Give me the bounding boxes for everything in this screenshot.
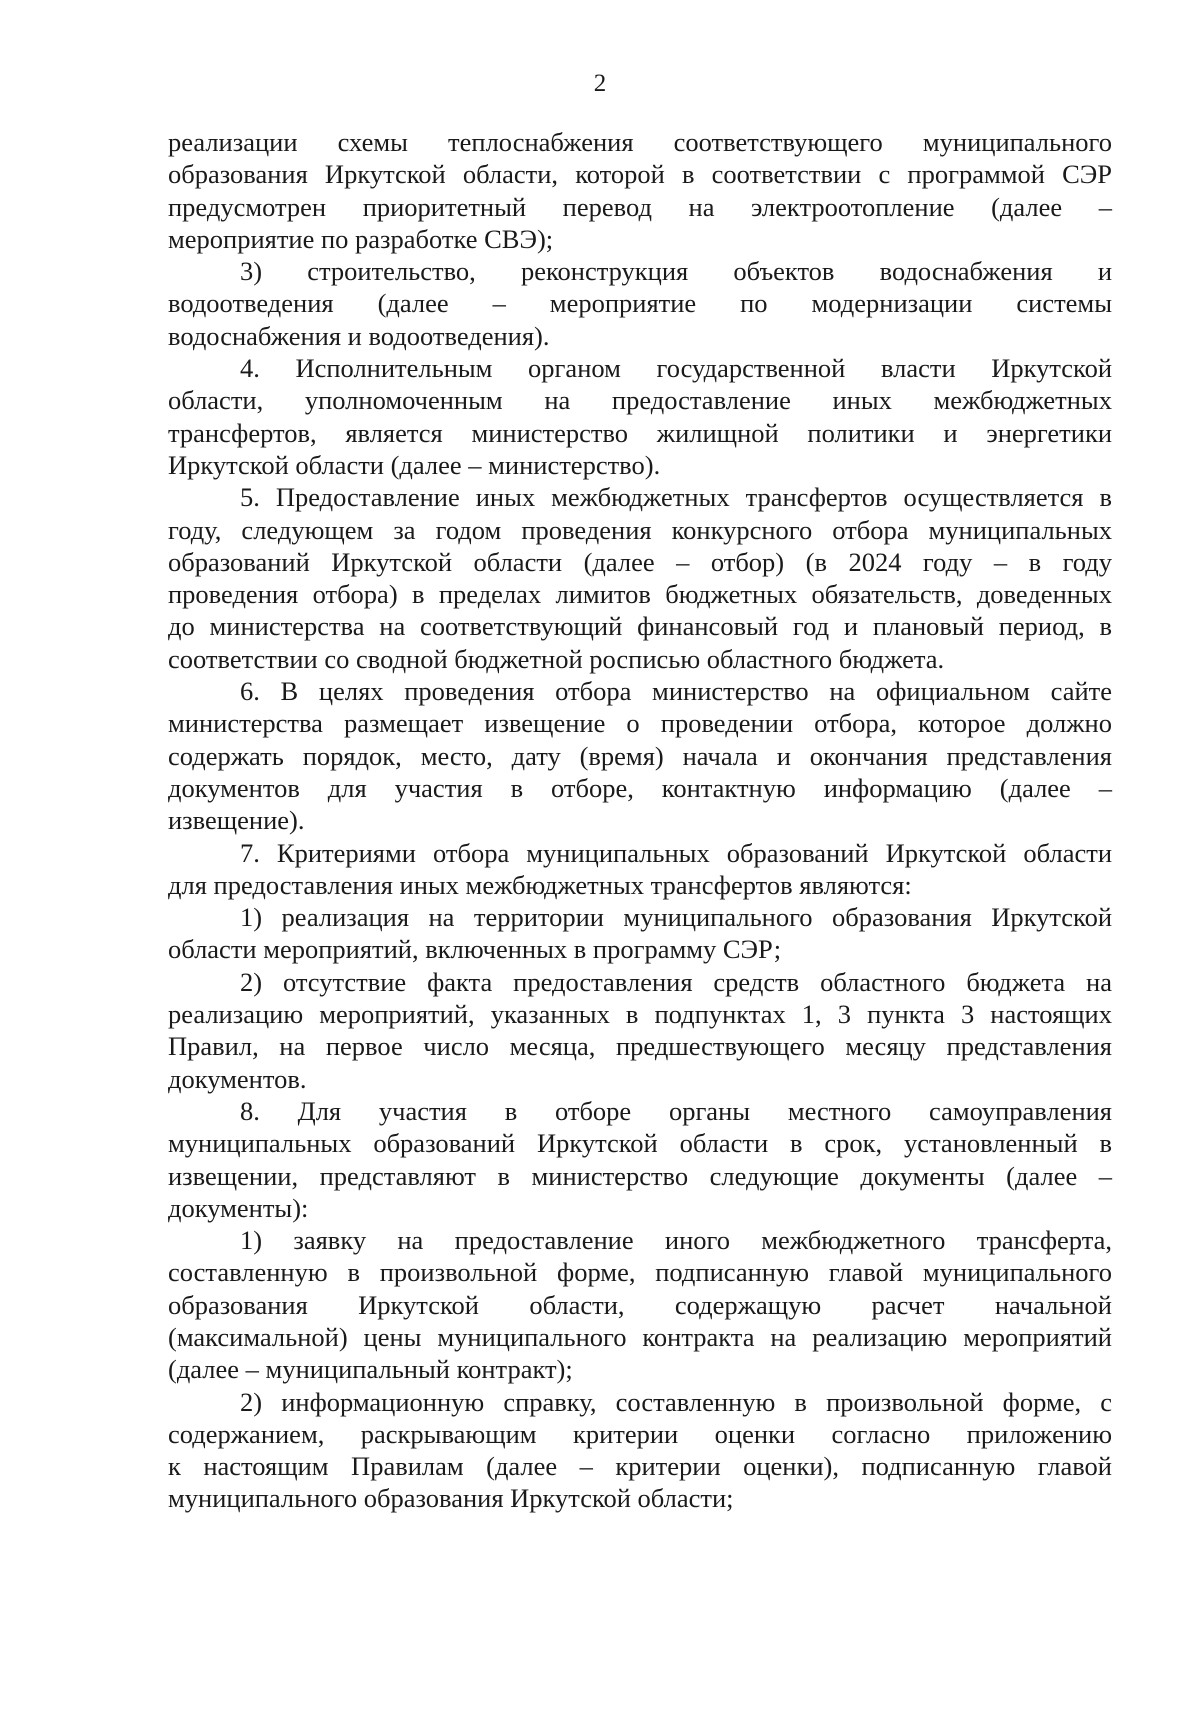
paragraph-first-line: 6. В целях проведения отбора министерство на официальном сайте	[240, 676, 1112, 707]
text-line: извещение).	[168, 805, 305, 836]
text-line: образований Иркутской области (далее – отбор) (в 2024 году – в году	[168, 546, 1112, 577]
text-line: проведения отбора) в пределах лимитов бюджетных обязательств, доведенных	[168, 579, 1112, 610]
text-line: реализации схемы теплоснабжения соответствующего муниципального	[168, 127, 1112, 157]
text-line: для предоставления иных межбюджетных трансфертов являются:	[168, 869, 912, 900]
text-line: образования Иркутской области, содержащую расчет начальной	[168, 1289, 1112, 1320]
text-line: области мероприятий, включенных в программу СЭР;	[168, 934, 782, 965]
text-line: содержать порядок, место, дату (время) начала и окончания представления	[168, 740, 1112, 771]
text-line: предусмотрен приоритетный перевод на электроотопление (далее –	[168, 191, 1112, 222]
text-line: документы):	[168, 1192, 309, 1223]
text-line: (далее – муниципальный контракт);	[168, 1354, 573, 1385]
paragraph-first-line: 5. Предоставление иных межбюджетных трансфертов осуществляется в	[240, 482, 1112, 513]
text-line: составленную в произвольной форме, подписанную главой муниципального	[168, 1257, 1112, 1288]
text-line: Иркутской области (далее – министерство).	[168, 449, 661, 480]
text-line: области, уполномоченным на предоставление иных межбюджетных	[168, 385, 1112, 416]
paragraph-first-line: 1) заявку на предоставление иного межбюджетного трансферта,	[240, 1225, 1112, 1256]
paragraph-first-line: 2) отсутствие факта предоставления средств областного бюджета на	[240, 966, 1112, 997]
text-line: соответствии со сводной бюджетной росписью областного бюджета.	[168, 643, 945, 674]
text-line: документов.	[168, 1063, 307, 1094]
text-line: содержанием, раскрывающим критерии оценки согласно приложению	[168, 1418, 1112, 1449]
paragraph-first-line: 3) строительство, реконструкция объектов водоснабжения и	[240, 256, 1112, 287]
text-line: (максимальной) цены муниципального контракта на реализацию мероприятий	[168, 1321, 1112, 1352]
text-line: муниципальных образований Иркутской области в срок, установленный в	[168, 1128, 1112, 1159]
text-line: водоснабжения и водоотведения).	[168, 320, 550, 351]
text-line: образования Иркутской области, которой в соответствии с программой СЭР	[168, 159, 1112, 190]
paragraph-first-line: 2) информационную справку, составленную в произвольной форме, с	[240, 1386, 1112, 1417]
text-line: водоотведения (далее – мероприятие по модернизации системы	[168, 288, 1112, 319]
text-line: реализацию мероприятий, указанных в подпунктах 1, 3 пункта 3 настоящих	[168, 999, 1112, 1030]
text-line: Правил, на первое число месяца, предшествующего месяцу представления	[168, 1031, 1112, 1062]
text-line: году, следующем за годом проведения конкурсного отбора муниципальных	[168, 514, 1112, 545]
text-line: документов для участия в отборе, контактную информацию (далее –	[168, 772, 1112, 803]
text-line: муниципального образования Иркутской области;	[168, 1483, 734, 1514]
paragraph-first-line: 7. Критериями отбора муниципальных образований Иркутской области	[240, 837, 1112, 868]
text-line: извещении, представляют в министерство следующие документы (далее –	[168, 1160, 1112, 1191]
page-number: 2	[593, 70, 607, 97]
text-line: к настоящим Правилам (далее – критерии оценки), подписанную главой	[168, 1451, 1112, 1482]
text-line: министерства размещает извещение о проведении отбора, которое должно	[168, 708, 1112, 739]
text-line: мероприятие по разработке СВЭ);	[168, 223, 554, 254]
document-body	[168, 126, 1112, 1515]
paragraph-first-line: 1) реализация на территории муниципального образования Иркутской	[240, 902, 1112, 933]
text-line: трансфертов, является министерство жилищной политики и энергетики	[168, 417, 1112, 448]
paragraph-first-line: 4. Исполнительным органом государственной власти Иркутской	[240, 353, 1112, 384]
paragraph-first-line: 8. Для участия в отборе органы местного самоуправления	[240, 1095, 1112, 1126]
text-line: до министерства на соответствующий финансовый год и плановый период, в	[168, 611, 1112, 642]
